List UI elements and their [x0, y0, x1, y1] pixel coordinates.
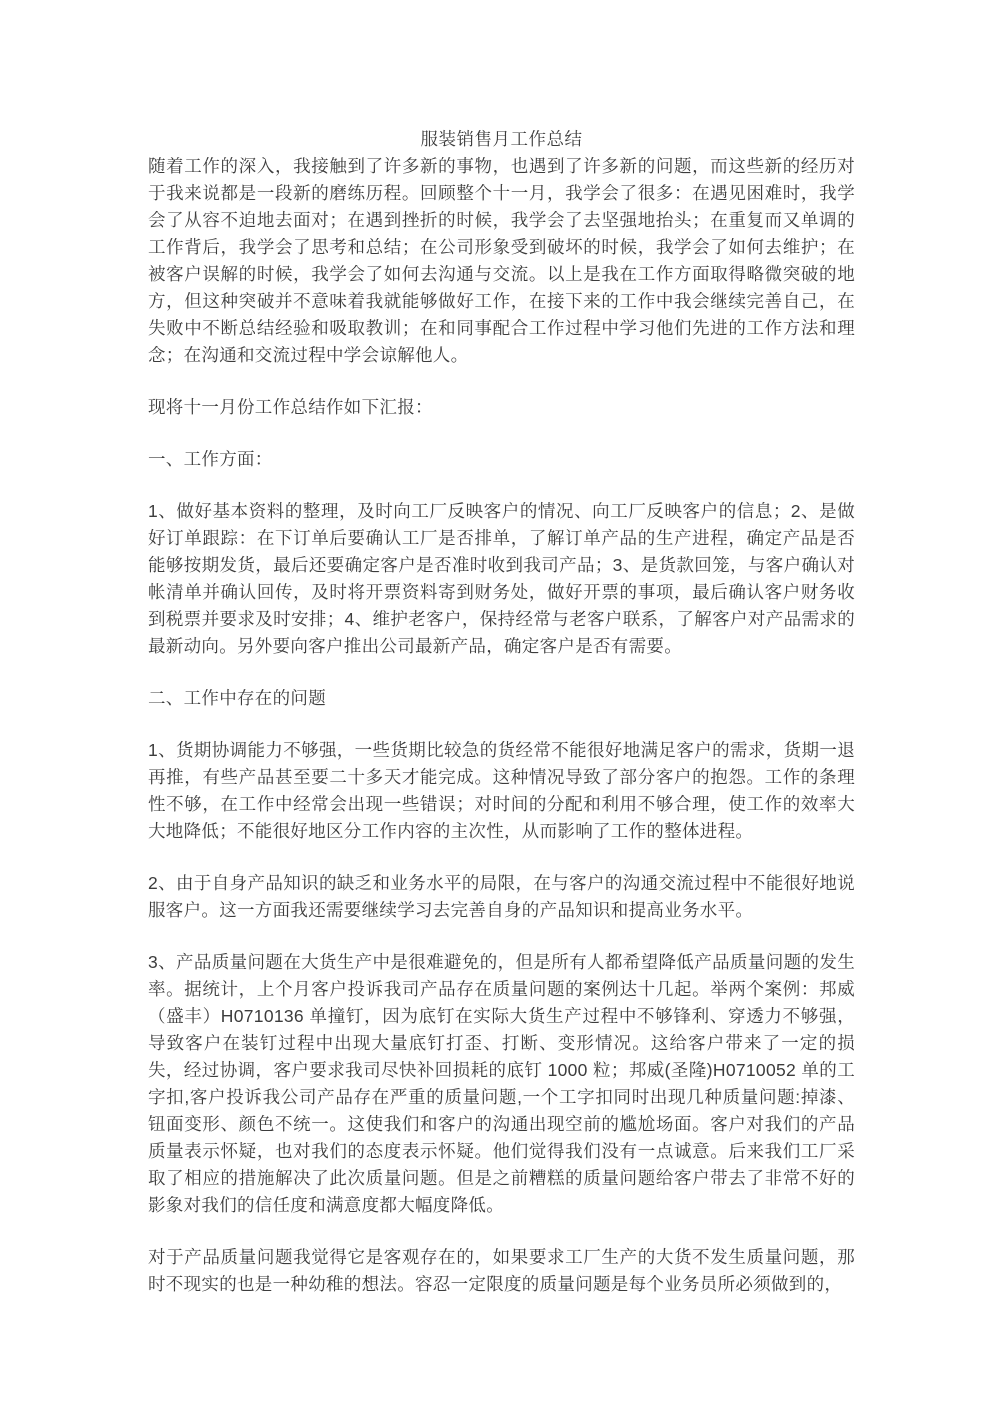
document-title: 服装销售月工作总结: [420, 129, 583, 149]
report-lead-line: 现将十一月份工作总结作如下汇报：: [148, 397, 433, 417]
problem-2-paragraph: 2、由于自身产品知识的缺乏和业务水平的局限，在与客户的沟通交流过程中不能很好地说服客户。这一方面我还需要继续学习去完善自身的产品知识和提高业务水平。: [148, 873, 855, 920]
problem-1-paragraph: 1、货期协调能力不够强，一些货期比较急的货经常不能很好地满足客户的需求，货期一退再推，有些产品甚至要二十多天才能完成。这种情况导致了部分客户的抱怨。工作的条理性不够，在工作中经常会出现一些错误；对时间的分配和利用不够合理，使工作的效率大大地降低；不能很好地区分工作内容的主次性，从而影响了工作的整体进程。: [148, 740, 855, 841]
intro-paragraph: 随着工作的深入，我接触到了许多新的事物，也遇到了许多新的问题，而这些新的经历对于我来说都是一段新的磨练历程。回顾整个十一月，我学会了很多：在遇见困难时，我学会了从容不迫地去面对；在遇到挫折的时候，我学会了去坚强地抬头；在重复而又单调的工作背后，我学会了思考和总结；在公司形象受到破坏的时候，我学会了如何去维护；在被客户误解的时候，我学会了如何去沟通与交流。以上是我在工作方面取得略微突破的地方，但这种突破并不意味着我就能够做好工作，在接下来的工作中我会继续完善自己，在失败中不断总结经验和吸取教训；在和同事配合工作过程中学习他们先进的工作方法和理念；在沟通和交流过程中学会谅解他人。: [148, 156, 855, 365]
section-heading-work: 一、工作方面：: [148, 449, 273, 469]
closing-paragraph: 对于产品质量问题我觉得它是客观存在的，如果要求工厂生产的大货不发生质量问题，那时不现实的也是一种幼稚的想法。容忍一定限度的质量问题是每个业务员所必须做到的，: [148, 1247, 855, 1294]
problem-3-paragraph: 3、产品质量问题在大货生产中是很难避免的，但是所有人都希望降低产品质量问题的发生率。据统计，上个月客户投诉我司产品存在质量问题的案例达十几起。举两个案例：邦威（盛丰）H0710136 单撞钉，因为底钉在实际大货生产过程中不够锋利、穿透力不够强，导致客户在装钉过程中出现大量底钉打歪、打断、变形情况。这给客户带来了一定的损失，经过协调，客户要求我司尽快补回损耗的底钉 1000 粒；邦威(圣隆)H0710052 单的工字扣,客户投诉我公司产品存在严重的质量问题,一个工字扣同时出现几种质量问题:掉漆、钮面变形、颜色不统一。这使我们和客户的沟通出现空前的尴尬场面。客户对我们的产品质量表示怀疑，也对我们的态度表示怀疑。他们觉得我们没有一点诚意。后来我们工厂采取了相应的措施解决了此次质量问题。但是之前糟糕的质量问题给客户带去了非常不好的影象对我们的信任度和满意度都大幅度降低。: [148, 952, 855, 1215]
work-items-paragraph: 1、做好基本资料的整理，及时向工厂反映客户的情况、向工厂反映客户的信息；2、是做好订单跟踪：在下订单后要确认工厂是否排单，了解订单产品的生产进程，确定产品是否能够按期发货，最后还要确定客户是否准时收到我司产品；3、是货款回笼，与客户确认对帐清单并确认回传，及时将开票资料寄到财务处，做好开票的事项，最后确认客户财务收到税票并要求及时安排；4、维护老客户，保持经常与老客户联系，了解客户对产品需求的最新动向。另外要向客户推出公司最新产品，确定客户是否有需要。: [148, 501, 855, 656]
section-heading-problems: 二、工作中存在的问题: [148, 688, 326, 708]
